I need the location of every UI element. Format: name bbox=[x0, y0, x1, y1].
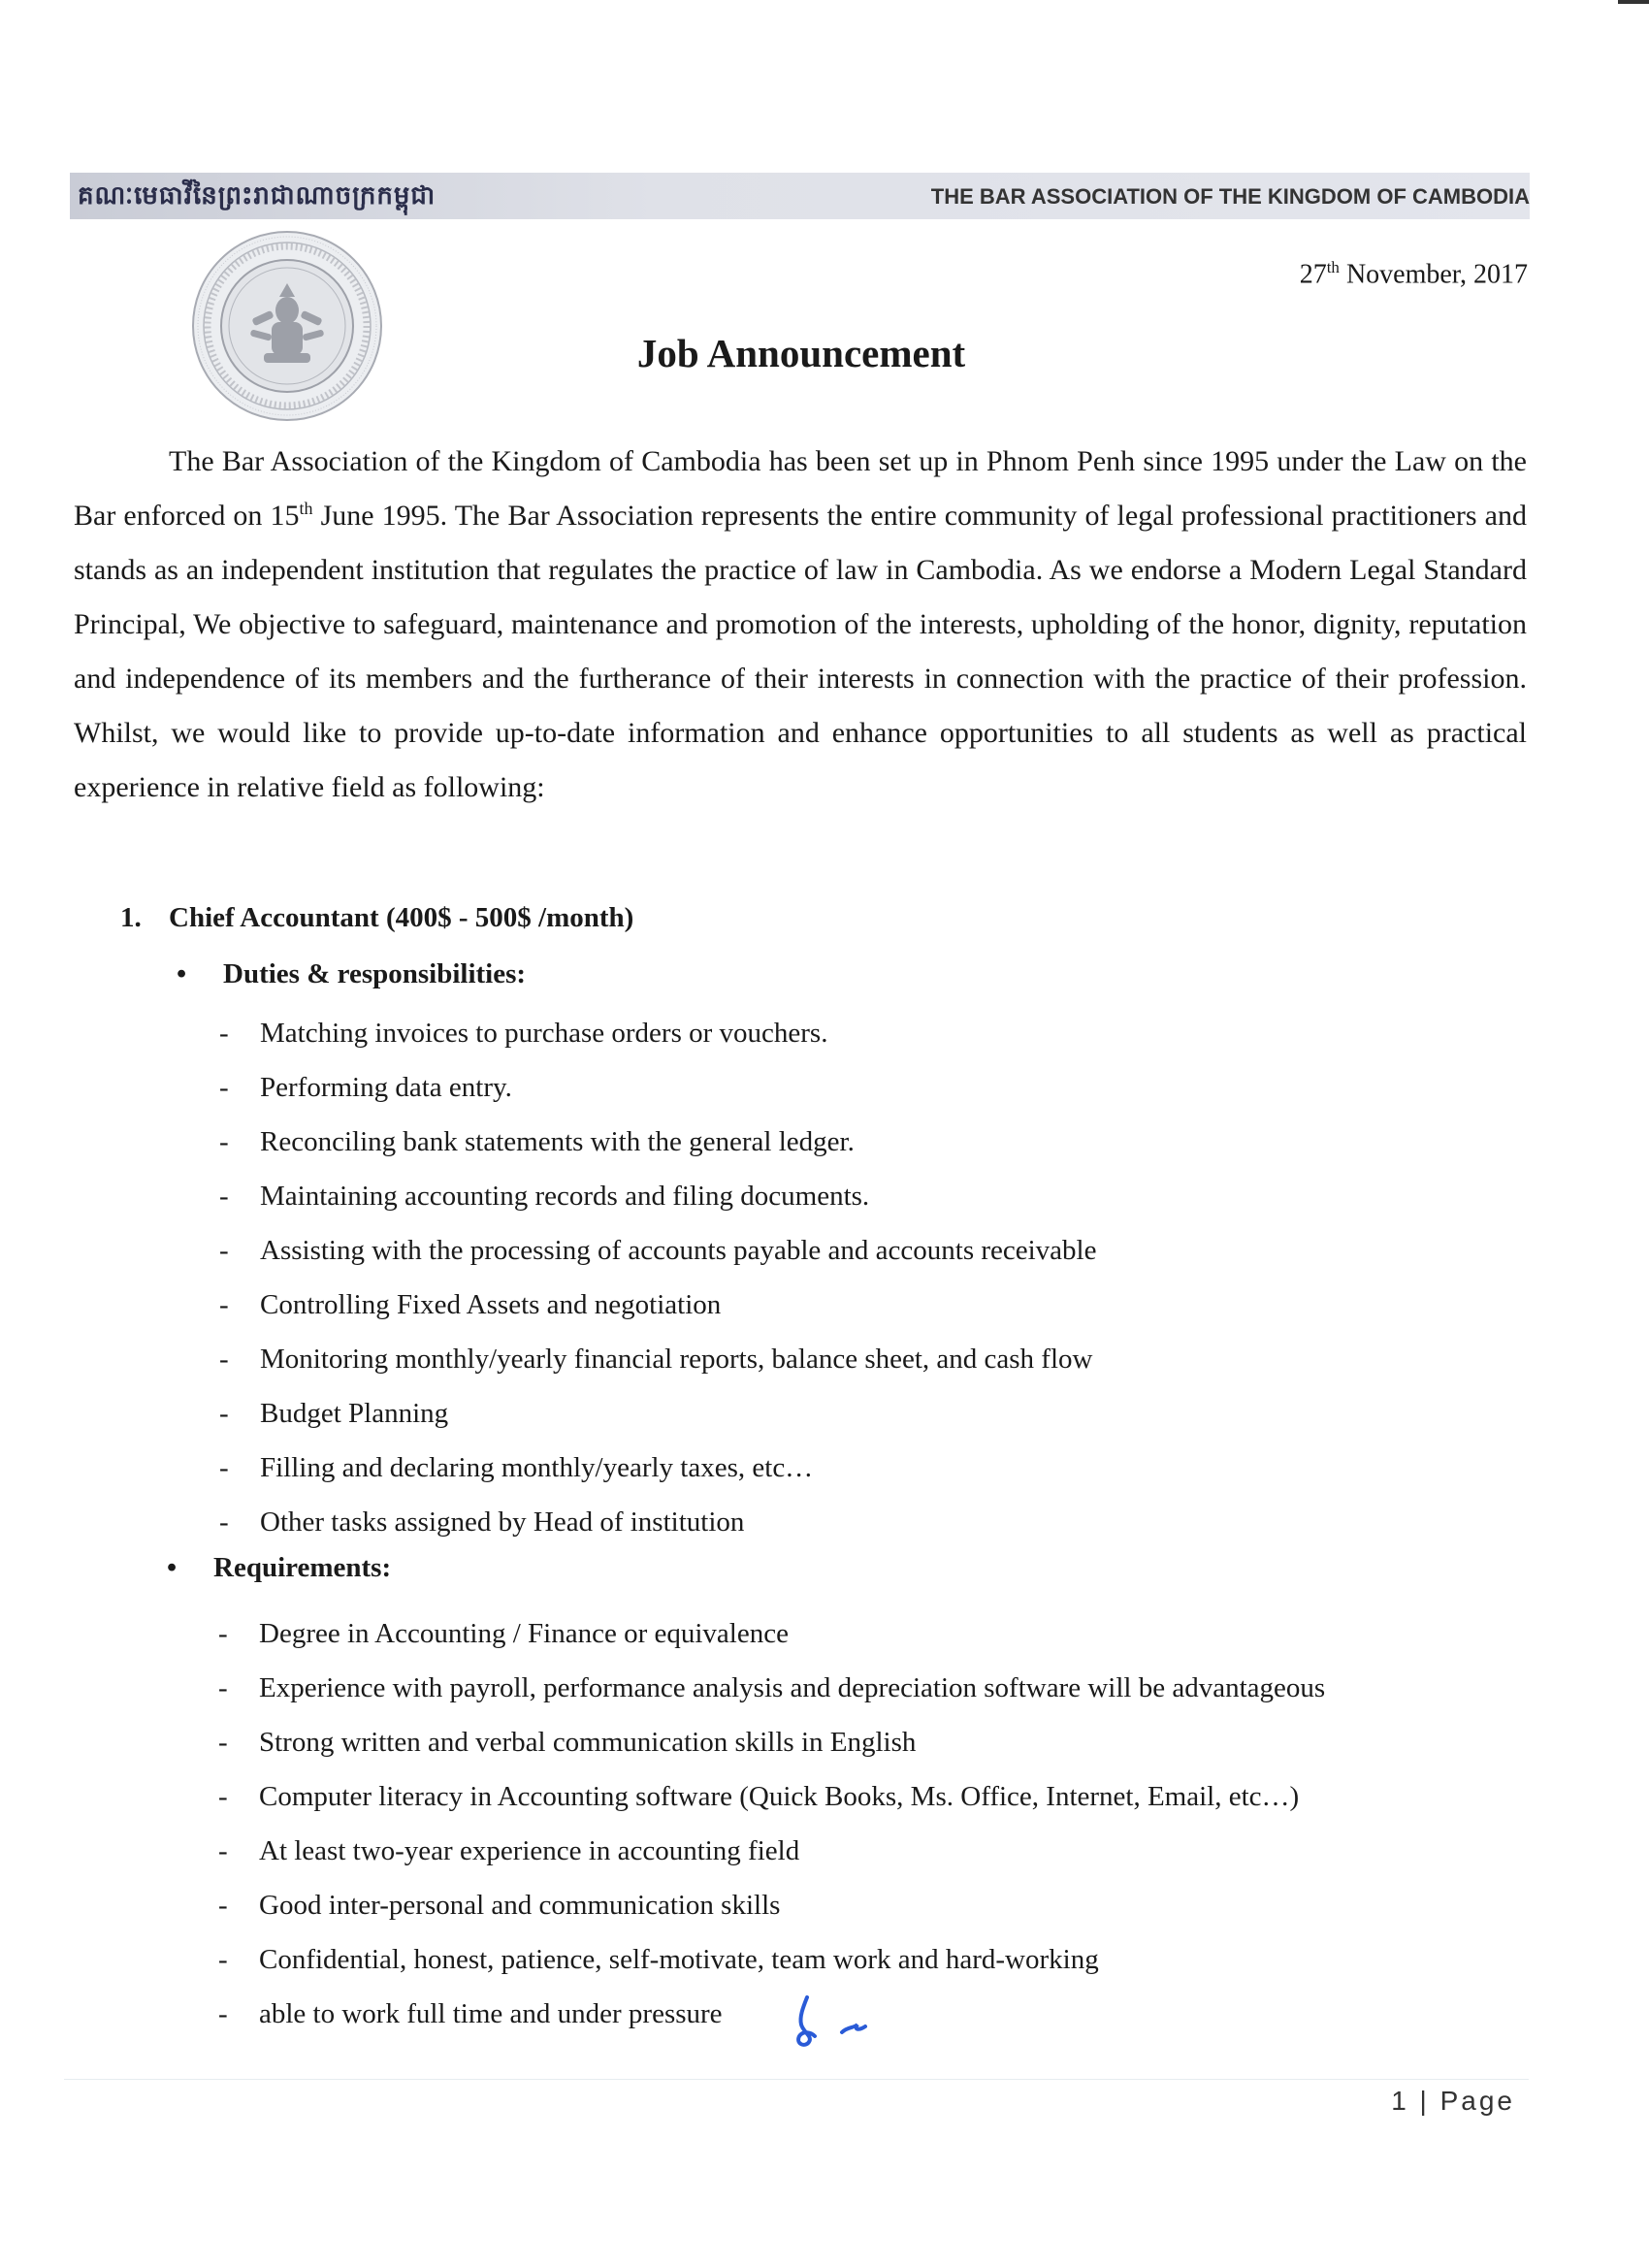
list-item-text: able to work full time and under pressure bbox=[259, 1998, 723, 2029]
list-item bbox=[218, 1777, 1325, 1831]
date-month-year: November, 2017 bbox=[1339, 259, 1528, 290]
position-heading bbox=[120, 902, 633, 934]
list-item-text: Filling and declaring monthly/yearly taxes, etc… bbox=[260, 1452, 814, 1483]
list-item-text: Confidential, honest, patience, self-motivate, team work and hard-working bbox=[259, 1944, 1099, 1975]
requirements-heading bbox=[167, 1552, 392, 1584]
dash-bullet-icon: - bbox=[219, 1289, 229, 1320]
dash-bullet-icon: - bbox=[218, 1781, 228, 1812]
list-item-text: Computer literacy in Accounting software (Quick Books, Ms. Office, Internet, Email, etc…) bbox=[259, 1781, 1300, 1812]
page-number: 1 | Page bbox=[1391, 2086, 1515, 2116]
list-item bbox=[218, 1886, 1325, 1940]
duties-heading-label: Duties & responsibilities: bbox=[223, 958, 527, 989]
list-item bbox=[218, 1940, 1325, 1994]
list-item-text: Experience with payroll, performance analysis and depreciation software will be advantageous bbox=[259, 1672, 1326, 1703]
dash-bullet-icon: - bbox=[218, 1944, 228, 1975]
bullet-icon: • bbox=[177, 958, 187, 989]
dash-bullet-icon: - bbox=[218, 1672, 228, 1703]
list-item-text: Monitoring monthly/yearly financial reports, balance sheet, and cash flow bbox=[260, 1344, 1093, 1375]
list-item-text: Performing data entry. bbox=[260, 1072, 512, 1103]
scan-corner-mark bbox=[1618, 0, 1649, 4]
list-item-text: Matching invoices to purchase orders or vouchers. bbox=[260, 1018, 828, 1049]
date-suffix: th bbox=[1326, 258, 1340, 276]
dash-bullet-icon: - bbox=[219, 1235, 229, 1266]
page-title: Job Announcement bbox=[636, 331, 966, 375]
bar-association-seal-icon bbox=[190, 229, 384, 423]
list-item-text: Degree in Accounting / Finance or equivalence bbox=[259, 1618, 789, 1649]
dash-bullet-icon: - bbox=[219, 1072, 229, 1103]
dash-bullet-icon: - bbox=[219, 1344, 229, 1375]
dash-bullet-icon: - bbox=[219, 1452, 229, 1483]
letterhead-band bbox=[70, 173, 1530, 219]
list-item bbox=[219, 1340, 1096, 1394]
position-title: Chief Accountant (400$ - 500$ /month) bbox=[169, 902, 634, 933]
list-item bbox=[219, 1068, 1096, 1122]
list-item bbox=[218, 1723, 1325, 1777]
list-item bbox=[218, 1669, 1326, 1723]
dash-bullet-icon: - bbox=[218, 1727, 228, 1758]
intro-superscript: th bbox=[299, 499, 313, 518]
bullet-icon: • bbox=[167, 1552, 178, 1583]
list-item bbox=[218, 1831, 1325, 1886]
footer-divider bbox=[64, 2079, 1529, 2080]
dash-bullet-icon: - bbox=[219, 1398, 229, 1429]
date-day: 27 bbox=[1299, 259, 1327, 290]
list-item bbox=[219, 1285, 1096, 1340]
duties-heading bbox=[177, 958, 527, 990]
dash-bullet-icon: - bbox=[219, 1507, 229, 1538]
dash-bullet-icon: - bbox=[219, 1018, 229, 1049]
list-item-text: Maintaining accounting records and filing documents. bbox=[260, 1181, 870, 1212]
list-item-text: Controlling Fixed Assets and negotiation bbox=[260, 1289, 722, 1320]
list-item bbox=[219, 1503, 1096, 1557]
requirements-list bbox=[218, 1614, 1326, 2049]
position-number: 1. bbox=[120, 902, 142, 933]
intro-text-part1: The Bar Association of the Kingdom of Cambodia has been set up in Phnom Penh since 1995 under the Law on the Bar enforced on 15 bbox=[74, 445, 1527, 532]
intro-paragraph bbox=[74, 435, 1527, 815]
intro-text-part2: June 1995. The Bar Association represents the entire community of legal professional practitioners and stands as an independent institution that regulates the practice of law in Cambodia. As we endorse a Modern Legal Standard Principal, We objective to safeguard, maintenance and promotion of the interests, upholding of the honor, dignity, reputation and independence of its members and the furtherance of their interests in connection with the practice of their profession. Whilst, we would like to provide up-to-date information and enhance opportunities to all students as well as practical experience in relative field as following: bbox=[74, 500, 1527, 803]
dash-bullet-icon: - bbox=[219, 1126, 229, 1157]
list-item-text: Budget Planning bbox=[260, 1398, 449, 1429]
dash-bullet-icon: - bbox=[219, 1181, 229, 1212]
list-item bbox=[219, 1231, 1097, 1285]
announcement-date bbox=[1300, 258, 1528, 290]
dash-bullet-icon: - bbox=[218, 1998, 228, 2029]
list-item-text: Reconciling bank statements with the general ledger. bbox=[260, 1126, 855, 1157]
dash-bullet-icon: - bbox=[218, 1835, 228, 1866]
list-item bbox=[219, 1014, 1096, 1068]
list-item-text: Other tasks assigned by Head of institution bbox=[260, 1507, 745, 1538]
list-item bbox=[219, 1177, 1096, 1231]
list-item bbox=[219, 1448, 1096, 1503]
list-item-text: At least two-year experience in accounting field bbox=[259, 1835, 800, 1866]
list-item-text: Good inter-personal and communication skills bbox=[259, 1890, 781, 1921]
list-item bbox=[218, 1614, 1325, 1669]
english-organization-name: THE BAR ASSOCIATION OF THE KINGDOM OF CAMBODIA bbox=[930, 184, 1530, 209]
list-item bbox=[219, 1394, 1096, 1448]
list-item bbox=[219, 1122, 1096, 1177]
list-item-text: Assisting with the processing of accounts payable and accounts receivable bbox=[260, 1235, 1097, 1266]
khmer-organization-name: គណៈមេធាវីនៃព្រះរាជាណាចក្រកម្ពុជា bbox=[78, 181, 436, 211]
dash-bullet-icon: - bbox=[218, 1890, 228, 1921]
handwritten-initials-icon bbox=[786, 1993, 875, 2052]
list-item-text: Strong written and verbal communication skills in English bbox=[259, 1727, 917, 1758]
duties-list bbox=[219, 1014, 1097, 1557]
requirements-heading-label: Requirements: bbox=[213, 1552, 392, 1583]
dash-bullet-icon: - bbox=[218, 1618, 228, 1649]
